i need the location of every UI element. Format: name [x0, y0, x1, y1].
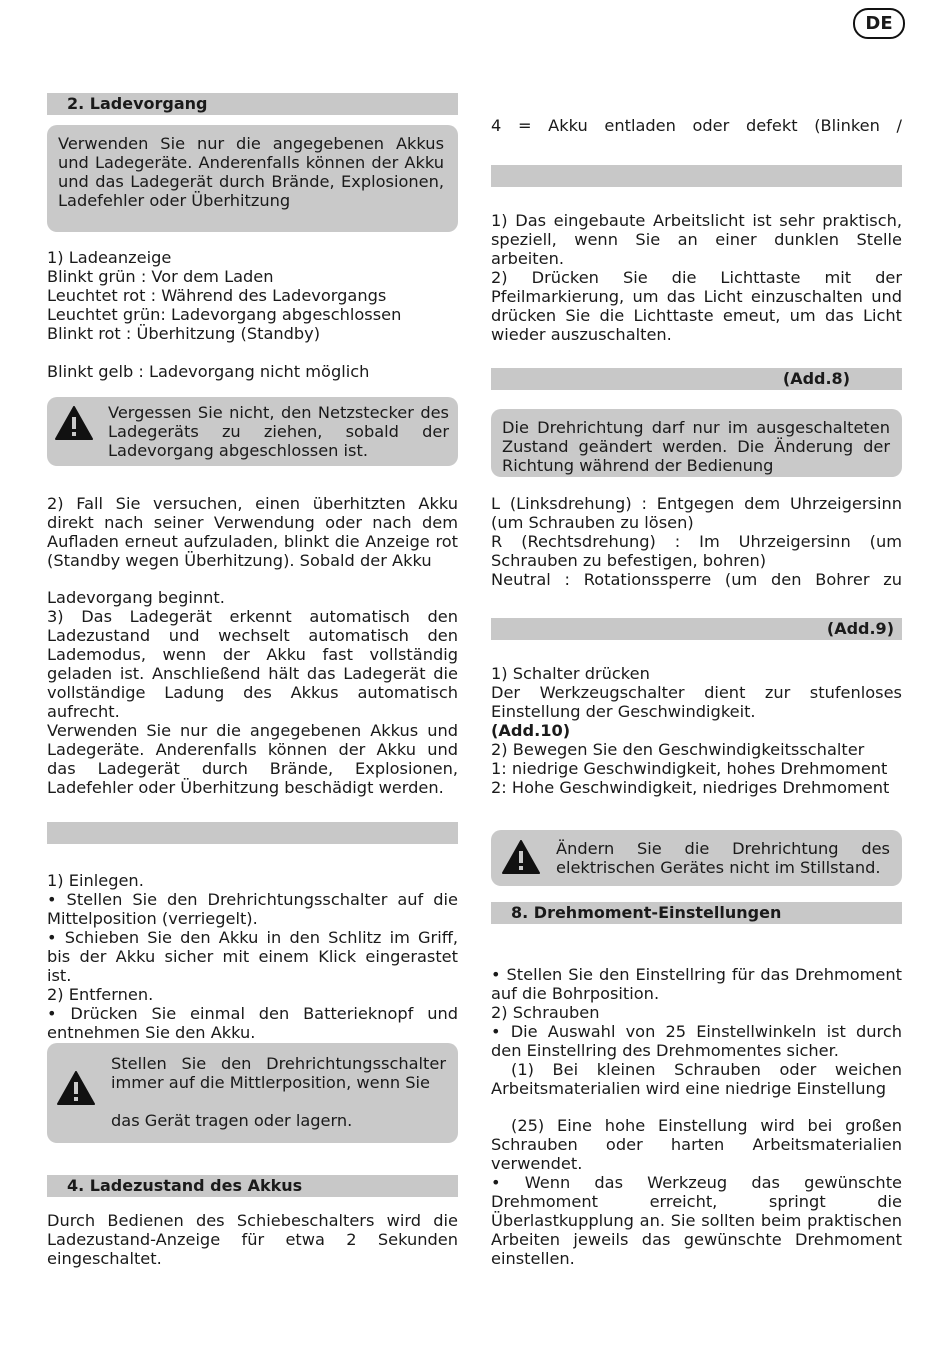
status-4-text: 4 = Akku entladen oder defekt (Blinken / — [491, 116, 902, 135]
warning-triangle-icon — [57, 1071, 95, 1105]
section-title-work-light — [491, 165, 902, 187]
torque-text: 2) Schrauben — [491, 1003, 600, 1022]
unplug-warning-box — [47, 397, 458, 466]
insert-line: • Schieben Sie den Akku in den Schlitz im Griff, bis der Akku sicher mit einem Klick eingerastet ist. — [47, 928, 458, 985]
indicator-line-yellow: Blinkt gelb : Ladevorgang nicht möglich — [47, 362, 370, 381]
work-light-text-2: 2) Drücken Sie die Lichttaste mit der Pfeilmarkierung, um das Licht einzuschalten und drücken Sie die Lichttaste emeut, um das Licht wieder auszuschalten. — [491, 268, 902, 344]
charge-indicator-list — [47, 248, 458, 343]
standstill-warning-box — [491, 830, 902, 886]
language-badge: DE — [853, 8, 905, 39]
carry-warning-box — [47, 1043, 458, 1143]
direction-notice-text: Die Drehrichtung darf nur im ausgeschalteten Zustand geändert werden. Die Änderung der Richtung während der Bedienung — [502, 418, 890, 475]
torque-text: (1) Bei kleinen Schrauben oder weichen Arbeitsmaterialien wird eine niedrige Einstellung — [491, 1060, 902, 1098]
section-title-torque: 8. Drehmoment-Einstellungen — [491, 902, 902, 924]
charging-notice-text: Verwenden Sie nur die angegebenen Akkus und Ladegeräte. Anderenfalls können der Akku und das Ladegerät durch Brände, Explosionen, Ladefehler oder Überhitzung — [58, 134, 444, 210]
direction-list — [491, 494, 902, 589]
overheat-text: 2) Fall Sie versuchen, einen überhitzten Akku direkt nach seiner Verwendung oder nach dem Aufladen erneut aufzuladen, blinkt die Anzeige rot (Standby wegen Überhitzung). Sobald der Akku — [47, 494, 458, 570]
direction-left-text: L (Linksdrehung) : Entgegen dem Uhrzeigersinn (um Schrauben zu lösen) — [491, 494, 902, 532]
speed-line: 2: Hohe Geschwindigkeit, niedriges Drehmoment — [491, 778, 890, 797]
switch-paragraphs — [491, 664, 902, 797]
work-light-paragraphs — [491, 211, 902, 344]
insert-remove-list — [47, 871, 458, 1042]
carry-warning-text-end: das Gerät tragen oder lagern. — [111, 1111, 353, 1130]
speed-line: 1: niedrige Geschwindigkeit, hohes Drehmoment — [491, 759, 888, 778]
battery-state-paragraph: Durch Bedienen des Schiebeschalters wird die Ladezustand-Anzeige für etwa 2 Sekunden eingeschaltet. — [47, 1211, 458, 1268]
carry-warning-text: Stellen Sie den Drehrichtungsschalter immer auf die Mittlerposition, wenn Sie — [111, 1054, 446, 1092]
indicator-line: Blinkt grün : Vor dem Laden — [47, 267, 274, 286]
indicator-line: 1) Ladeanzeige — [47, 248, 172, 267]
section-title-switch: (Add.9) — [491, 618, 902, 640]
insert-line: • Drücken Sie einmal den Batterieknopf und entnehmen Sie den Akku. — [47, 1004, 458, 1042]
figure-ref: (Add.10) — [491, 721, 571, 740]
warning-triangle-icon — [502, 840, 540, 874]
torque-text: (25) Eine hohe Einstellung wird bei großen Schrauben oder harten Arbeitsmaterialien verwendet. — [491, 1116, 902, 1173]
direction-right-text: R (Rechtsdrehung) : Im Uhrzeigersinn (um Schrauben zu befestigen, bohren) — [491, 532, 902, 570]
overheat-paragraph — [47, 494, 458, 570]
direction-neutral-text: Neutral : Rotationssperre (um den Bohrer zu — [491, 570, 902, 589]
charging-paragraphs — [47, 588, 458, 797]
section-title-battery-state: 4. Ladezustand des Akkus — [47, 1175, 458, 1197]
indicator-line: Leuchtet rot : Während des Ladevorgangs — [47, 286, 387, 305]
torque-text: • Wenn das Werkzeug das gewünschte Drehmoment erreicht, springt die Überlastkupplung an. Sie sollten beim praktischen Arbeiten jeweils das gewünschte Drehmoment einstellen. — [491, 1173, 902, 1268]
speed-line: 2) Bewegen Sie den Geschwindigkeitsschalter — [491, 740, 865, 759]
charging-notice-box — [47, 125, 458, 232]
switch-description: Der Werkzeugschalter dient zur stufenloses Einstellung der Geschwindigkeit. — [491, 683, 902, 721]
switch-line: 1) Schalter drücken — [491, 664, 650, 683]
battery-use-text: Verwenden Sie nur die angegebenen Akkus und Ladegeräte. Anderenfalls können der Akku und das Ladegerät durch Brände, Explosionen, Ladefehler oder Überhitzung beschädigt werden. — [47, 721, 458, 797]
standstill-warning-text: Ändern Sie die Drehrichtung des elektrischen Gerätes nicht im Stillstand. — [556, 839, 890, 877]
battery-state-text — [47, 1211, 458, 1268]
torque-text: • Stellen Sie den Einstellring für das Drehmoment auf die Bohrposition. — [491, 965, 902, 1003]
work-light-text-1: 1) Das eingebaute Arbeitslicht ist sehr praktisch, speziell, wenn Sie an einer dunklen Stelle arbeiten. — [491, 211, 902, 268]
torque-paragraphs-a — [491, 965, 902, 1098]
insert-line: 1) Einlegen. — [47, 871, 144, 890]
status-4-line — [491, 116, 902, 135]
section-title-insert-battery — [47, 822, 458, 844]
direction-notice-box — [491, 409, 902, 477]
insert-line: 2) Entfernen. — [47, 985, 154, 1004]
auto-detect-text: 3) Das Ladegerät erkennt automatisch den Ladezustand und wechselt automatisch den Lademodus, wenn der Akku fast vollständig geladen ist. Anschließend hält das Ladegerät die vollständige Ladung des Akkus automatisch aufrecht. — [47, 607, 458, 721]
unplug-warning-text: Vergessen Sie nicht, den Netzstecker des Ladegeräts zu ziehen, sobald der Ladevorgang abgeschlossen ist. — [108, 403, 449, 460]
warning-triangle-icon — [55, 406, 93, 440]
charge-start-text: Ladevorgang beginnt. — [47, 588, 225, 607]
section-title-charging: 2. Ladevorgang — [47, 93, 458, 115]
insert-line: • Stellen Sie den Drehrichtungsschalter auf die Mittelposition (verriegelt). — [47, 890, 458, 928]
indicator-line: Leuchtet grün: Ladevorgang abgeschlossen — [47, 305, 402, 324]
indicator-line: Blinkt rot : Überhitzung (Standby) — [47, 324, 321, 343]
torque-paragraphs-b — [491, 1116, 902, 1268]
section-title-direction: (Add.8) — [491, 368, 902, 390]
torque-text: • Die Auswahl von 25 Einstellwinkeln ist durch den Einstellring des Drehmomentes sicher. — [491, 1022, 902, 1060]
